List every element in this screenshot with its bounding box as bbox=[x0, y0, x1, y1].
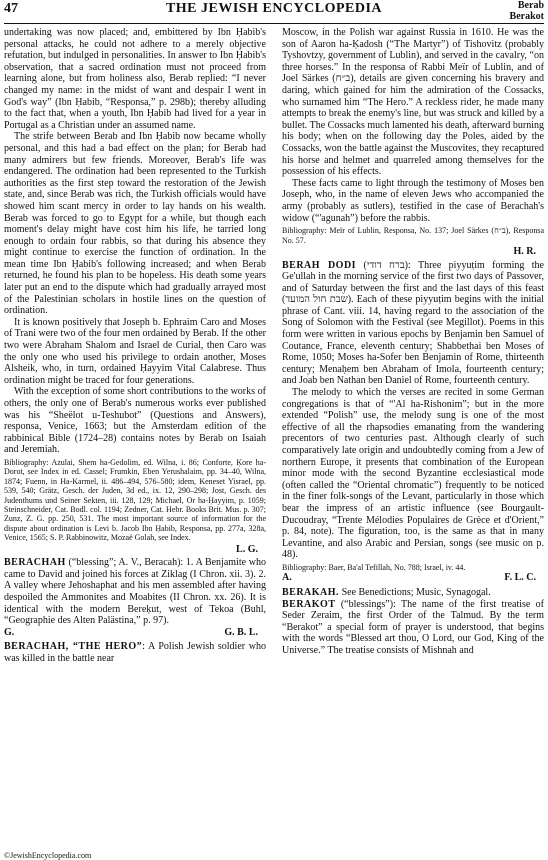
entry-headword: BERACHAH, “THE HERO” bbox=[4, 641, 143, 653]
paragraph: undertaking was now placed; and, embittered by Ibn Ḥabib's personal attacks, he could not adhere to a merely objective refutation, but indulged in personalities. In answer to Ibn Ḥabib's observation, that a sacred ordination must not proceed from learning alone, but from holiness also, Berab replied: “I never changed my name: in the midst of want and despair I went in God's way” (Ibn Ḥabib, “Responsa,” p. 298b); thereby alluding to the fact that, when a youth, Ibn Ḥabib had lived for a year in Portugal as a Christian under an assumed name. bbox=[4, 27, 266, 131]
page-number: 47 bbox=[4, 1, 18, 16]
author-signature: F. L. C. bbox=[504, 572, 536, 584]
entry-headword: BERAKOT bbox=[282, 598, 336, 610]
author-signature: L. G. bbox=[236, 543, 258, 555]
paragraph: Moscow, in the Polish war against Russia in 1610. He was the son of Aaron ha-Ḳadosh (“The Martyr”) of Tishovitz (probably Tyshovtzy, government of Lublin), and served in the cavalry, “on three horses.” In the responsa of Rabbi Meïr of Lublin, and of Joel Särkes (ב״ח), details are given concerning his bravery and daring, which gained for him the admiration of the Cossacks, who surnamed him “The Hero.” A reckless rider, he made many attempts to break the enemy's line, but was struck and killed by a bullet. The Cossacks much lamented his death, afterward burning his body; when on the following day the Poles, aided by the Cossacks, won the battle against the Muscovites, they recaptured his horse and helmet and quarreled among themselves for the possession of his effects. bbox=[282, 27, 544, 178]
catchword-bottom: Berakot bbox=[509, 11, 544, 22]
author-initial: G. bbox=[4, 626, 15, 638]
bibliography: Bibliography: Azulai, Shem ha-Gedolim, ed. Wilna, i. 86; Conforte, Ḳore ha-Dorot, see Index in ed. Cassel; Frumkin, Eben Yerushalaim, pp. 34–40, Wilna, 1874; Fuenn, in Ha-Karmel, ii. 486–494, 576–580; idem, Keneset Yisrael, pp. 539, 540; Grätz, Gesch. der Juden, 3d ed., ix. 12, 290–298; Jost, Gesch. des Judenthums und Seiner Sekten, iii. 128, 129; Michael, Or ha-Ḥayyim, p. 1059; Steinschneider, Cat. Bodl. col. 1194; Zedner, Cat. Hebr. Books Brit. Mus. p. 307; Zunz, Z. G. pp. 250, 531. The most important source of information for the dispute about ordination is Levi b. Jacob Ibn Ḥabib, Responsa, pp. 277a, 328a, Venice, 1565; S. P. Rabbinowitz, Mozaë Golah, see Index. bbox=[4, 457, 266, 543]
entry-text: (“blessings”): The name of the first treatise of Seder Zeraim, the first Order of the Talmud. By the term “Berakot” a special form of prayer is understood, that begins with the words “Blessed art thou, O Lord, our God, King of the Universe.” The treatise consists of Mishnah and bbox=[282, 598, 544, 656]
paragraph: With the exception of some short contributions to the works of others, the only one of Berab's numerous works ever published was his “Sheëlot u-Teshubot” (Questions and Answers), responsa, Venice, 1663; but the Amsterdam edition of the rabbinical Bible (1724–28) contains notes by Berab on Isaiah and Jeremiah. bbox=[4, 386, 266, 456]
paragraph: The strife between Berab and Ibn Ḥabib now became wholly personal, and this had a bad effect on the plan; for Berab had many admirers but few friends. Moreover, Berab's life was endangered. The ordination had been represented to the Turkish authorities as the first step toward the restoration of the Jewish state, and, since Berab was rich, the Turkish officials would have showed him scant mercy in order to lay hands on his wealth. Berab was forced to go to Egypt for a while, but though each moment's delay might have cost him his life, he tarried long enough to ordain four rabbis, so that during his absence they might continue to exercise the function of ordination. In the mean time Ibn Ḥabib's following increased; and when Berab returned, he found his plan to be hopeless. His death some years later put an end to the dispute which had gradually arrayed most of the Palestinian scholars in hostile lines on the question of ordination. bbox=[4, 131, 266, 317]
header-rule bbox=[4, 23, 544, 24]
entry-berah-dodi bbox=[282, 260, 544, 388]
author-signature: G. B. L. bbox=[224, 626, 258, 638]
entry-text: : A Polish Jewish soldier who was killed in the battle near bbox=[4, 641, 266, 664]
signature-row bbox=[282, 572, 544, 584]
author-initial: A. bbox=[282, 572, 292, 584]
entry-text: See Benedictions; Music, Synagogal. bbox=[339, 586, 491, 598]
entry-berakot bbox=[282, 599, 544, 657]
entry-berachah bbox=[4, 557, 266, 627]
bibliography: Bibliography: Baer, Ba'al Tefillah, No. 788; Israel, iv. 44. bbox=[282, 562, 466, 572]
footer-credit: ©JewishEncyclopedia.com bbox=[4, 851, 92, 860]
entry-berachah-hero bbox=[4, 641, 266, 664]
bibliography: Bibliography: Meïr of Lublin, Responsa, No. 137; Joel Särkes (ב״ח), Responsa No. 57. bbox=[282, 226, 545, 245]
entry-berakah bbox=[282, 587, 544, 599]
entry-text: (ברח דודי): Three piyyuṭim forming the Ge'ullah in the morning service of the first two days of Passover, and of Saturday between the first and the last days of this feast (שבת חול המועד). Each of these piyyuṭim begins with the initial phrase of Cant. viii. 14, having regard to the association of the Song of Solomon with the Festival (see Megillot). Poems in this form were written in various epochs by Benjamin ben Samuel of Coutance, France, eleventh century; Shabbethai ben Moses of Rome, 1050; Moses ha-Sofer ben Benjamin of Rome, thirteenth century; Menaḥem ben Abraham of Imola, fourteenth century; and Joab ben Nathan ben Daniel of Rome, fourteenth century. bbox=[282, 259, 544, 387]
right-column bbox=[282, 27, 544, 657]
entry-headword: BERACHAH bbox=[4, 557, 66, 569]
signature-row bbox=[4, 627, 266, 639]
catchword-top: Berab bbox=[517, 0, 544, 11]
entry-headword: BERAH DODI bbox=[282, 259, 357, 271]
entry-headword: BERAKAH. bbox=[282, 586, 340, 598]
catchwords bbox=[510, 0, 544, 22]
entry-text: (“blessing”; A. V., Beracah): 1. A Benjamite who came to David and joined his forces at Ziklag (I Chron. xii. 3). 2. A valley where Jehoshaphat and his men assembled after having despoiled the Ammonites and Moabites (II Chron. xx. 26). It is identical with the modern Bereḳut, west of Tekoa (Buhl, “Geographie des Alten Palästina,” p. 97). bbox=[4, 557, 266, 627]
author-signature: H. R. bbox=[513, 245, 536, 257]
paragraph: These facts came to light through the testimony of Moses ben Joseph, who, in the name of eleven Jews who accompanied the army (probably as sutlers), testified in the case of Berachah's widow (“'agunah”) before the rabbis. bbox=[282, 177, 544, 224]
paragraph: The melody to which the verses are recited in some German congregations is that of “'Al ha-Rishonim”; but in the more extended “Polish” use, the melody sung is one of the most effective of all the rhapsodies emanating from the wandering precentors of two centuries past. Although clearly of such comparatively late origin and undoubtedly coming from a Jew of northern Europe, it presents that combination of the European minor mode with the second Byzantine ecclesiastical mode (often called the “Oriental chromatic”) frequently to be noticed in the finer folk-songs of the Levant, particularly in those which bear the impress of an artistic influence (see Bourgault-Ducoudray, “Trente Mélodies Populaires de Grèce et d'Orient,” p. 84, note). The figuration, too, is the same as that in many Levantine, and also Arabic and Persian, songs (see music on p. 48). bbox=[282, 387, 544, 561]
running-title: THE JEWISH ENCYCLOPEDIA bbox=[165, 1, 383, 16]
left-column bbox=[4, 27, 266, 665]
paragraph: It is known positively that Joseph b. Ephraim Caro and Moses of Trani were two of the four men ordained by Berab. If the other two were Abraham Shalom and Israel de Curial, then Caro was the only one who used his privilege to ordain another, Moses Alsheik, who, in turn, ordained Ḥayyim Vital Calabrese. Thus ordination might be traced for four generations. bbox=[4, 316, 266, 386]
